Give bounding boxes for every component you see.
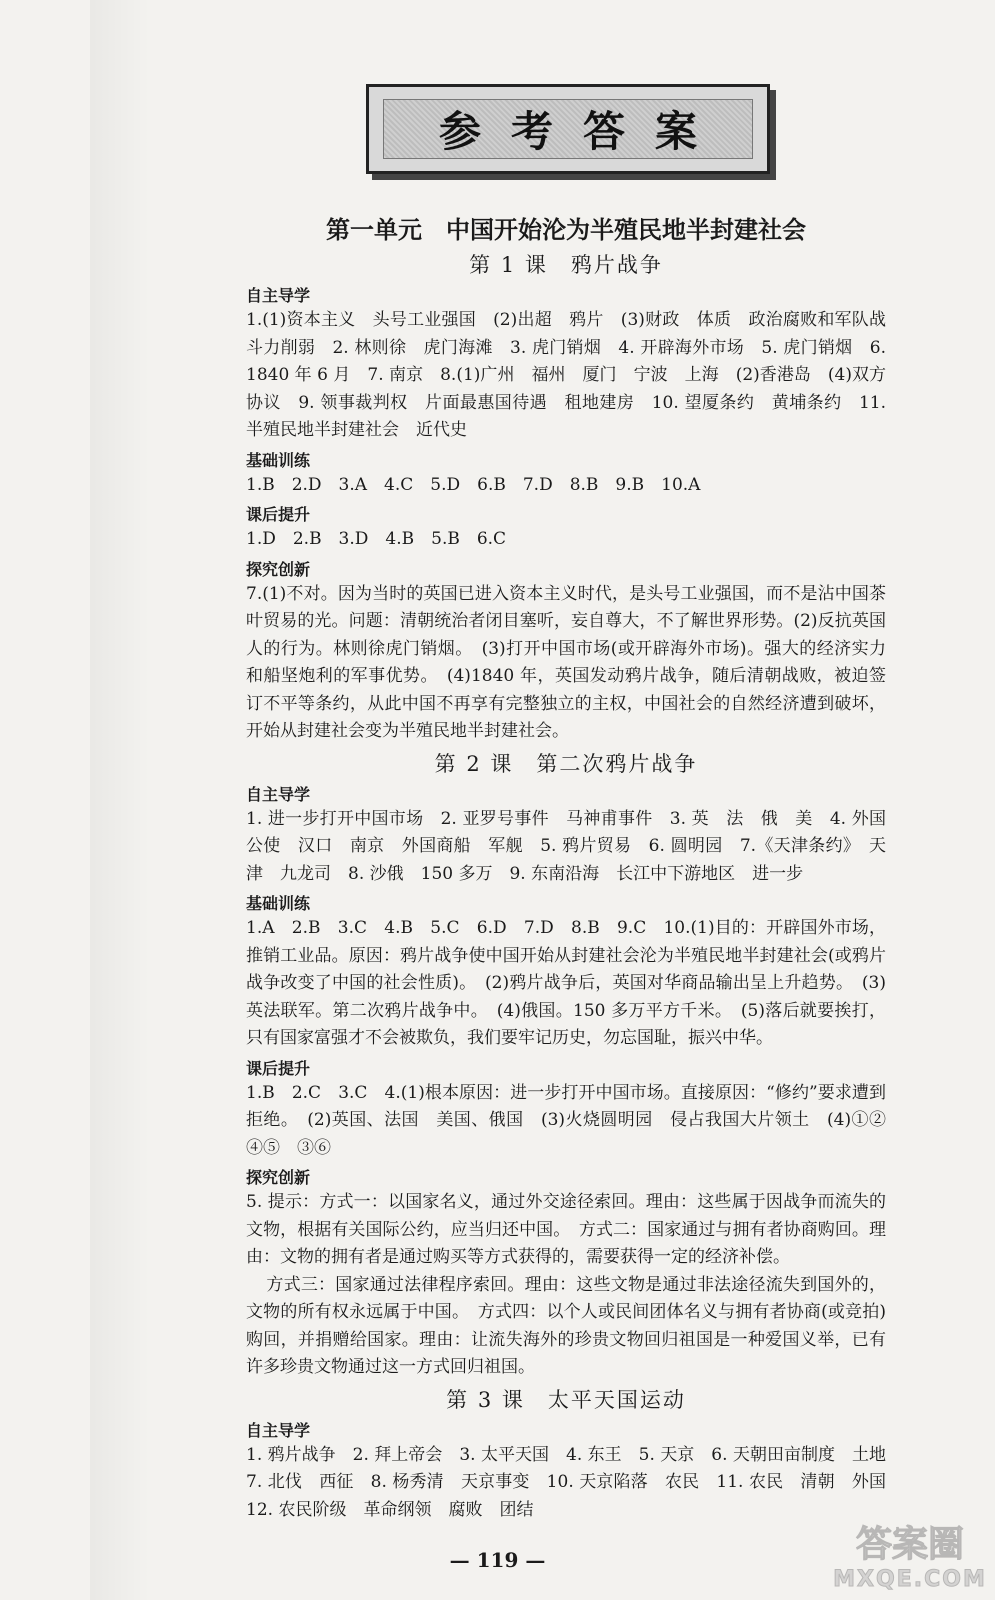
answer-paragraph: 1.D 2.B 3.D 4.B 5.B 6.C (246, 529, 507, 549)
page-number: — 119 — (449, 1548, 546, 1572)
answer-content (246, 210, 903, 1524)
answer-paragraph: 5. 提示：方式一：以国家名义，通过外交途径索回。理由：这些属于因战争而流失的文物，根据有关国际公约，应当归还中国。 方式二：国家通过与拥有者协商购回。理由：文物的拥有者是通过购买等方式获得的，需要获得一定的经济补偿。 (246, 1192, 886, 1267)
lesson-2 (246, 748, 886, 1382)
lesson-title: 第 2 课 第二次鸦片战争 (434, 751, 698, 776)
answer-paragraph: 1.B 2.C 3.C 4.(1)根本原因：进一步打开中国市场。直接原因：“修约”要求遭到拒绝。 (2)英国、法国 美国、俄国 (3)火烧圆明园 侵占我国大片领土 (4)①②④⑤ ③⑥ (246, 1082, 886, 1158)
answer-paragraph: 1.A 2.B 3.C 4.B 5.C 6.D 7.D 8.B 9.C 10.(1)目的：开辟国外市场，推销工业品。原因：鸦片战争使中国开始从封建社会沦为半殖民地半封建社会(或鸦片战争改变了中国的社会性质)。 (2)鸦片战争后，英国对华商品输出呈上升趋势。 (3)英法联军。第二次鸦片战争中。 (4)俄国。150 多万平方千米。 (5)落后就要挨打，只有国家富强才不会被欺负，我们要牢记历史，勿忘国耻，振兴中华。 (246, 918, 886, 1048)
answer-paragraph: 方式三：国家通过法律程序索回。理由：这些文物是通过非法途径流失到国外的，文物的所有权永远属于中国。 方式四：以个人或民间团体名义与拥有者协商(或竞拍)购回，并捐赠给国家。理由：让流失海外的珍贵文物回归祖国是一种爱国义举，已有许多珍贵文物通过这一方式回归祖国。 (246, 1274, 886, 1377)
answer-key-banner-inner (383, 99, 753, 159)
answer-paragraph: 1. 鸦片战争 2. 拜上帝会 3. 太平天国 4. 东王 5. 天京 6. 天朝田亩制度 土地 7. 北伐 西征 8. 杨秀清 天京事变 10. 天京陷落 农民 11. 农民 清朝 外国 12. 农民阶级 革命纲领 腐败 团结 (246, 1444, 903, 1520)
section-label: 探究创新 (246, 1168, 311, 1187)
answer-paragraph: 1. 进一步打开中国市场 2. 亚罗号事件 马神甫事件 3. 英 法 俄 美 4. 外国公使 汉口 南京 外国商船 军舰 5. 鸦片贸易 6. 圆明园 7.《天津条约》 天津 九龙司 8. 沙俄 150 多万 9. 东南沿海 长江中下游地区 进一步 (246, 808, 886, 884)
answer-paragraph: 1.(1)资本主义 头号工业强国 (2)出超 鸦片 (3)财政 体质 政治腐败和军队战斗力削弱 2. 林则徐 虎门海滩 3. 虎门销烟 4. 开辟海外市场 5. 虎门销烟 6.1840 年 6 月 7. 南京 8.(1)广州 福州 厦门 宁波 上海 (2)香港岛 (4)双方协议 9. 领事裁判权 片面最惠国待遇 租地建房 10. 望厦条约 黄埔条约 11. 半殖民地半封建社会 近代史 (246, 310, 886, 440)
watermark-main-text: 答案圈 (855, 1524, 964, 1565)
answer-paragraph: 1.B 2.D 3.A 4.C 5.D 6.B 7.D 8.B 9.B 10.A (246, 474, 701, 495)
lesson-title: 第 3 课 太平天国运动 (446, 1387, 686, 1412)
lesson-3 (246, 1384, 903, 1525)
section-label: 基础训练 (246, 894, 311, 913)
section-label: 课后提升 (246, 505, 311, 524)
page-spine-shadow (90, 0, 150, 1600)
lesson-1 (246, 249, 886, 746)
section-label: 探究创新 (246, 559, 311, 579)
unit-title: 第一单元 中国开始沦为半殖民地半封建社会 (326, 216, 806, 244)
section-label: 基础训练 (246, 450, 311, 470)
section-label: 课后提升 (246, 1058, 311, 1078)
answer-key-banner (366, 84, 770, 174)
section-label: 自主导学 (246, 286, 311, 305)
section-label: 自主导学 (246, 784, 311, 804)
answer-paragraph: 7.(1)不对。因为当时的英国已进入资本主义时代，是头号工业强国，而不是沾中国茶叶贸易的光。问题：清朝统治者闭目塞听，妄自尊大，不了解世界形势。(2)反抗英国人的行为。林则徐虎门销烟。 (3)打开中国市场(或开辟海外市场)。强大的经济实力和船坚炮利的军事优势。 (4)1840 年，英国发动鸦片战争，随后清朝战败，被迫签订不平等条约，从此中国不再享有完整独立的主权，中国社会的自然经济遭到破坏，开始从封建社会变为半殖民地半封建社会。 (246, 583, 886, 741)
answer-key-title: 参考答案 (438, 107, 727, 156)
watermark-logo (835, 1514, 985, 1594)
watermark-site-text: MXQE.COM (833, 1567, 987, 1592)
lesson-title: 第 1 课 鸦片战争 (469, 253, 663, 277)
section-label: 自主导学 (246, 1420, 311, 1440)
